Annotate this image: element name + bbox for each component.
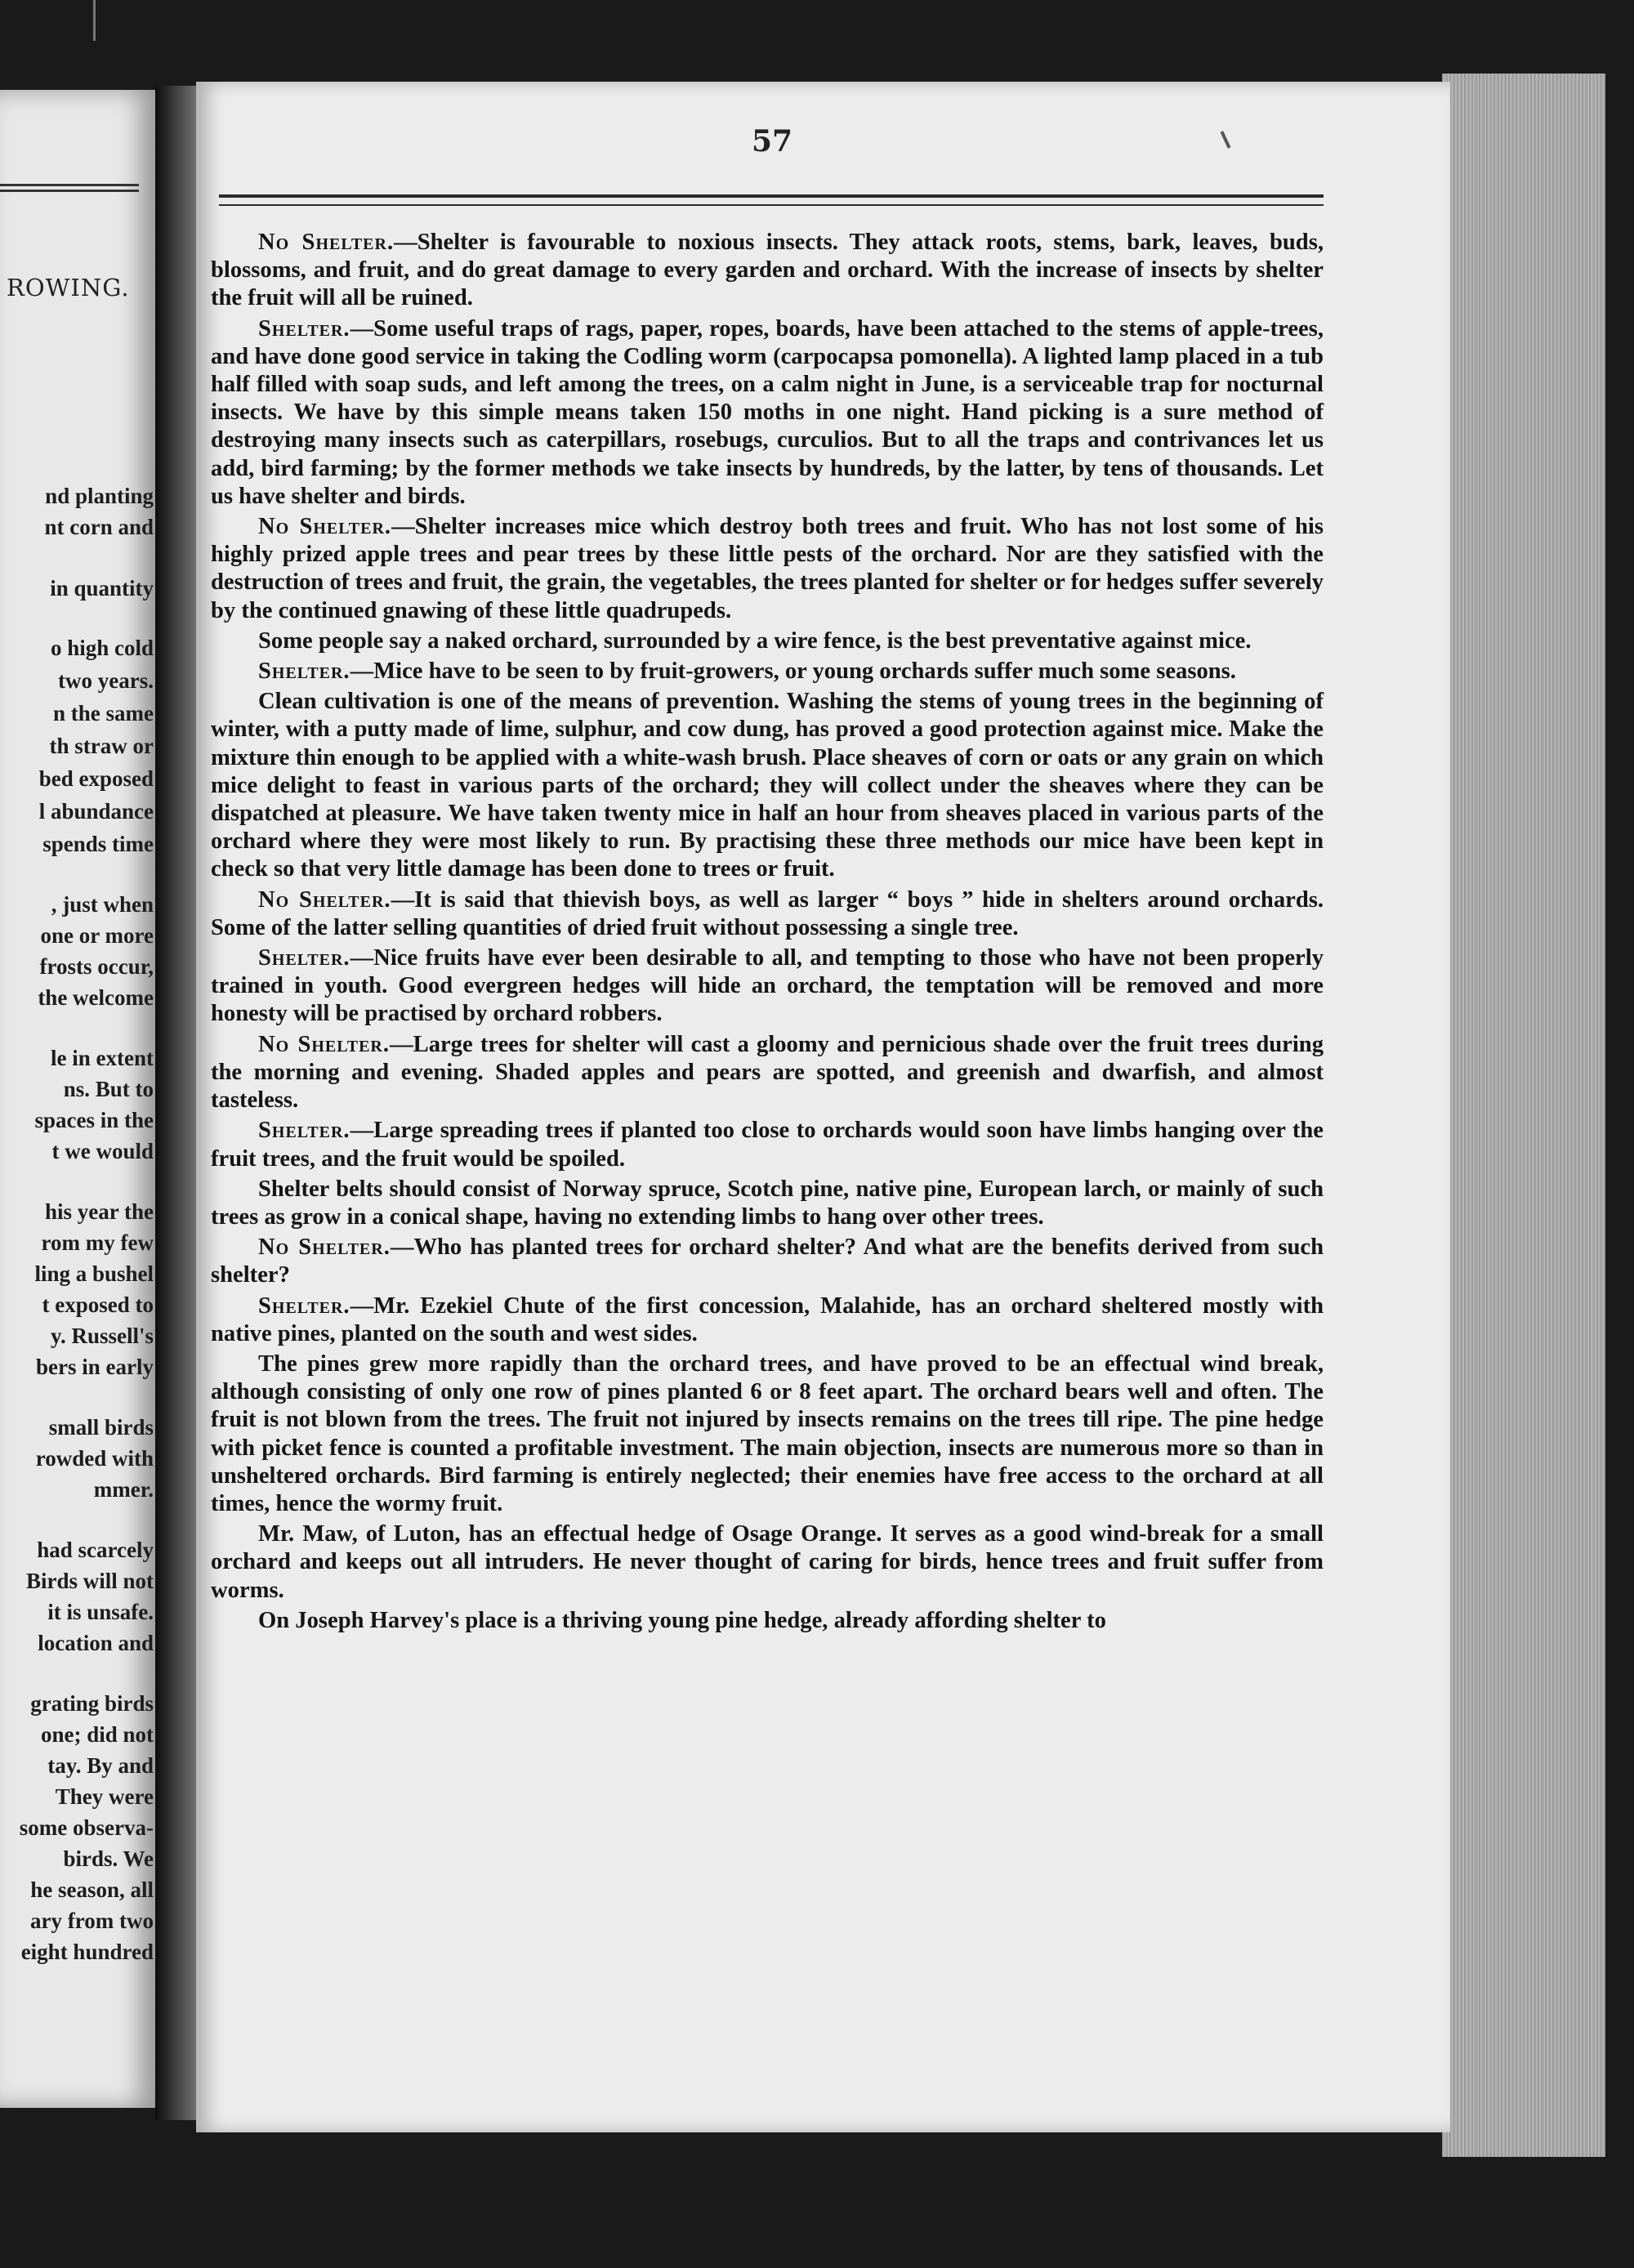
paragraph	[211, 886, 1324, 942]
left-page-line: the welcome	[38, 985, 154, 1010]
left-page-line: rowded with	[35, 1446, 154, 1471]
left-page-line: grating birds	[30, 1691, 154, 1716]
left-page-line: They were	[55, 1784, 154, 1809]
left-page-line: his year the	[45, 1199, 154, 1224]
paragraph	[211, 1234, 1324, 1289]
left-page-line: spends time	[42, 832, 154, 856]
paragraph	[211, 1292, 1324, 1348]
paragraph-text: —Shelter is favourable to noxious insects. They attack roots, stems, bark, leaves, buds, blossoms, and fruit, and do great damage to every garden and orchard. With the increase of insects by shelter the fruit will all be ruined.	[211, 230, 1324, 311]
left-page-line: le in extent	[51, 1046, 154, 1070]
left-page-line: o high cold	[50, 636, 154, 660]
paragraph-lead: Shelter.	[258, 945, 350, 971]
binding-gutter	[155, 86, 200, 2120]
paragraph	[211, 658, 1324, 685]
left-page-line: t we would	[51, 1139, 154, 1163]
paragraph	[211, 1520, 1324, 1605]
left-page-line: spaces in the	[34, 1108, 154, 1132]
paragraph	[211, 1351, 1324, 1518]
paragraph	[211, 315, 1324, 511]
left-page-heading: ROWING.	[7, 274, 130, 301]
left-page-line: ling a bushel	[34, 1261, 154, 1286]
paragraph	[211, 513, 1324, 625]
left-page-line: rom my few	[41, 1230, 154, 1255]
paragraph-text: Clean cultivation is one of the means of prevention. Washing the stems of young trees in the beginning of winter, with a putty made of lime, sulphur, and cow dung, has proved a good protection against mice. Make the mixture thin enough to be applied with a white-wash brush. Place sheaves of corn or oats or any grain on which mice delight to feast in various parts of the orchard; they will collect under the sheaves where they can be dispatched at pleasure. We have taken twenty mice in half an hour from sheaves placed in various parts of the orchard where they were most likely to run. By practising these three methods our mice have been kept in check so that very little damage has been done to trees or fruit.	[211, 689, 1324, 882]
paragraph-lead: No Shelter.	[258, 514, 392, 540]
left-page-line: birds. We	[63, 1846, 154, 1871]
paragraph-text: —Who has planted trees for orchard shelter? And what are the benefits derived from such shelter?	[211, 1234, 1324, 1288]
left-page-line: it is unsafe.	[47, 1600, 154, 1624]
left-page-line: t exposed to	[42, 1292, 154, 1317]
left-page-line: eight hundred	[20, 1940, 154, 1964]
paragraph-text: The pines grew more rapidly than the orchard trees, and have proved to be an effectual wind break, although consisting of only one row of pines planted 6 or 8 feet apart. The orchard bears well and often. The fruit is not blown from the trees. The fruit not injured by insects remains on the trees till ripe. The pine hedge with picket fence is counted a profitable investment. The main objection, insects are numerous more so than in unsheltered orchards. Bird farming is entirely neglected; their enemies have free access to the orchard at all times, hence the wormy fruit.	[211, 1351, 1324, 1516]
scan-mark	[93, 0, 96, 41]
paragraph-text: On Joseph Harvey's place is a thriving young pine hedge, already affording shelter to	[258, 1607, 1106, 1633]
paragraph-lead: Shelter.	[258, 1118, 350, 1144]
paragraph-text: Shelter belts should consist of Norway spruce, Scotch pine, native pine, European larch, or mainly of such trees as grow in a conical shape, having no extending limbs to hang over other trees.	[211, 1176, 1324, 1230]
page-number: 57	[752, 124, 793, 158]
left-page-line: two years.	[58, 668, 154, 693]
paragraph-lead: No Shelter.	[258, 1031, 391, 1057]
left-page-line: frosts occur,	[39, 954, 154, 979]
left-page-line: ns. But to	[63, 1077, 154, 1101]
left-page-line: Birds will not	[25, 1569, 154, 1593]
paragraph-lead: No Shelter.	[258, 886, 391, 913]
paragraph	[211, 1607, 1324, 1635]
paragraph	[211, 627, 1324, 655]
paragraph-lead: Shelter.	[258, 1292, 350, 1319]
paragraph	[211, 1031, 1324, 1115]
left-page-line: bed exposed	[38, 766, 154, 791]
paragraph-text: —Large spreading trees if planted too close to orchards would soon have limbs hanging over the fruit trees, and the fruit would be spoiled.	[211, 1118, 1324, 1172]
paragraph-text: Some people say a naked orchard, surrounded by a wire fence, is the best preventative against mice.	[258, 627, 1252, 654]
paragraph-lead: No Shelter.	[258, 1234, 391, 1261]
paragraph	[211, 944, 1324, 1029]
left-page-line: nt corn and	[44, 515, 154, 539]
paragraph-lead: No Shelter.	[258, 230, 395, 255]
paragraph	[211, 688, 1324, 883]
left-page-line: th straw or	[49, 734, 154, 758]
paragraph-text: —Mr. Ezekiel Chute of the first concession, Malahide, has an orchard sheltered mostly with native pines, planted on the south and west sides.	[211, 1292, 1324, 1346]
page-edges	[1442, 74, 1605, 2157]
paragraph-text: —It is said that thievish boys, as well as larger “ boys ” hide in shelters around orchards. Some of the latter selling quantities of dried fruit without possessing a single tree.	[211, 886, 1324, 940]
left-page-line: l abundance	[38, 799, 154, 824]
left-page-line: bers in early	[36, 1355, 154, 1379]
left-page-line: n the same	[53, 701, 154, 725]
header-rule-thick	[219, 194, 1324, 198]
paragraph-text: —Nice fruits have ever been desirable to all, and tempting to those who have not been properly trained in youth. Good evergreen hedges will hide an orchard, the temptation will be removed and more honesty will be practised by orchard robbers.	[211, 945, 1324, 1027]
header-rule-thin	[219, 204, 1324, 206]
paragraph	[211, 229, 1324, 313]
paragraph-lead: Shelter.	[258, 659, 350, 685]
left-page-line: small birds	[48, 1415, 154, 1440]
paragraph-text: Mr. Maw, of Luton, has an effectual hedge of Osage Orange. It serves as a good wind-break for a small orchard and keeps out all intruders. He never thought of caring for birds, hence trees and fruit suffer from worms.	[211, 1521, 1324, 1603]
paragraph	[211, 1176, 1324, 1231]
paragraph-text: —Shelter increases mice which destroy both trees and fruit. Who has not lost some of his highly prized apple trees and pear trees by these little pests of the orchard. Nor are they satisfied with the destruction of trees and fruit, the grain, the vegetables, the trees planted for shelter or for hedges suffer severely by the continued gnawing of these little quadrupeds.	[211, 514, 1324, 623]
left-page-line: nd planting	[45, 484, 154, 508]
left-page-line: ary from two	[30, 1909, 154, 1933]
paragraph	[211, 1117, 1324, 1172]
left-page-line: had scarcely	[37, 1538, 154, 1562]
left-page-line: some observa-	[19, 1815, 154, 1840]
left-page-rules	[0, 184, 139, 195]
paragraph-text: —Some useful traps of rags, paper, ropes, boards, have been attached to the stems of apple-trees, and have done good service in taking the Codling worm (carpocapsa pomonella). A lighted lamp placed in a tub half filled with soap suds, and left among the trees, on a calm night in June, is a serviceable trap for nocturnal insects. We have by this simple means taken 150 moths in one night. Hand picking is a sure method of destroying many insects such as caterpillars, rosebugs, curculios. But to all the traps and contrivances let us add, bird farming; by the former methods we take insects by hundreds, by the latter, by tens of thousands. Let us have shelter and birds.	[211, 315, 1324, 509]
paragraph-text: —Large trees for shelter will cast a gloomy and pernicious shade over the fruit trees during the morning and evening. Shaded apples and pears are spotted, and greenish and dwarfish, and almost tasteless.	[211, 1031, 1324, 1114]
paragraph-text: —Mice have to be seen to by fruit-growers, or young orchards suffer much some seasons.	[350, 659, 1236, 685]
left-page-line: , just when	[51, 892, 154, 917]
left-page-line: one or more	[40, 923, 154, 948]
left-page-line: one; did not	[40, 1722, 154, 1747]
left-page-line: tay. By and	[47, 1753, 154, 1778]
left-page-line: location and	[38, 1631, 154, 1655]
left-page-line: in quantity	[50, 576, 154, 600]
left-page-line: y. Russell's	[50, 1324, 154, 1348]
left-page-line: he season, all	[30, 1877, 154, 1902]
paragraph-lead: Shelter.	[258, 315, 350, 342]
body-text	[211, 229, 1324, 1637]
left-page-line: mmer.	[93, 1477, 154, 1502]
